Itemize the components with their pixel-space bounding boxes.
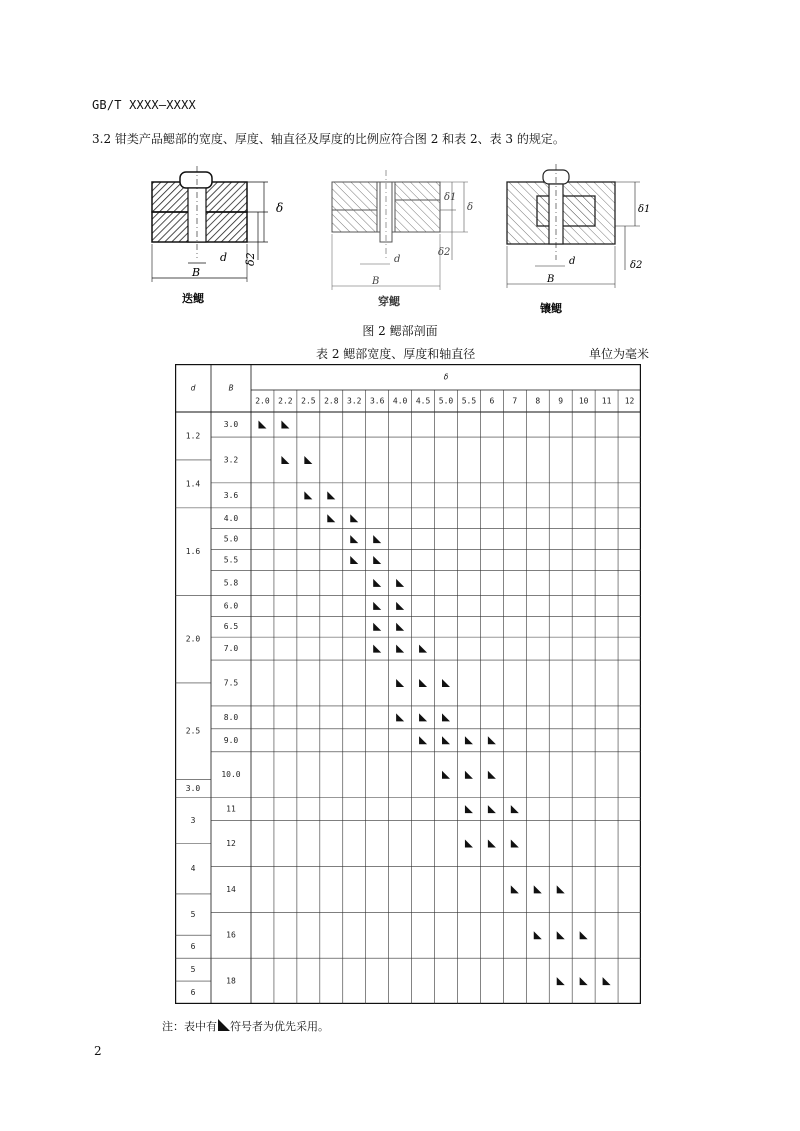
row-B-value: 18 (226, 976, 236, 986)
row-d-value: 2.0 (185, 634, 201, 644)
preferred-mark (557, 977, 565, 985)
preferred-mark (511, 805, 519, 813)
preferred-mark (396, 645, 404, 653)
preferred-mark (580, 931, 588, 939)
dim-delta: δ (276, 201, 284, 215)
dim-B: B (547, 274, 555, 285)
preferred-mark (557, 931, 565, 939)
dim-d: d (394, 254, 401, 265)
header-delta-value: 4.5 (415, 396, 431, 406)
header-delta-value: 8 (535, 396, 541, 406)
row-B-value: 14 (226, 884, 236, 894)
view-label-stacked: 迭鳃 (182, 292, 204, 305)
clause-3-2-text: 3.2 钳类产品鳃部的宽度、厚度、轴直径及厚度的比例应符合图 2 和表 2、表 3 的规定。 (92, 132, 565, 146)
header-delta-value: 3.2 (347, 396, 362, 406)
header-d: d (190, 383, 196, 393)
header-delta-value: 6 (489, 396, 495, 406)
dim-B: B (372, 276, 380, 287)
view-stacked-joint (152, 166, 283, 305)
header-delta-value: 2.2 (278, 396, 293, 406)
preferred-mark (534, 931, 542, 939)
preferred-mark (442, 679, 450, 687)
dim-d: d (569, 256, 576, 267)
header-B: B (228, 383, 234, 393)
preferred-mark (304, 456, 312, 464)
preferred-mark (465, 771, 473, 779)
row-B-value: 8.0 (223, 712, 239, 722)
preferred-mark (465, 736, 473, 744)
table-unit: 单位为毫米 (589, 347, 650, 361)
table-caption: 表 2 鳃部宽度、厚度和轴直径 (316, 347, 476, 361)
row-d-value: 3.0 (185, 783, 201, 793)
header-delta-value: 2.0 (255, 396, 270, 406)
row-B-value: 3.6 (223, 490, 239, 500)
header-delta-value: 9 (558, 396, 564, 406)
note-suffix: 符号者为优先采用。 (230, 1020, 329, 1033)
row-d-value: 1.6 (185, 547, 201, 557)
row-d-value: 1.4 (185, 479, 201, 489)
preferred-mark (488, 736, 496, 744)
header-delta-value: 7 (512, 396, 518, 406)
row-B-value: 12 (226, 838, 236, 848)
preferred-mark (373, 645, 381, 653)
header-delta-value: 2.8 (324, 396, 339, 406)
preferred-mark (281, 421, 289, 429)
preferred-mark (327, 514, 335, 522)
preferred-mark (258, 421, 266, 429)
dim-delta1: δ1 (638, 204, 651, 215)
preferred-mark (442, 736, 450, 744)
preferred-mark (419, 645, 427, 653)
dim-delta2: δ2 (630, 260, 643, 271)
preferred-mark (373, 556, 381, 564)
row-B-value: 6.5 (223, 622, 239, 632)
row-d-value: 5 (190, 965, 196, 975)
preferred-mark (442, 771, 450, 779)
row-B-value: 4.0 (223, 513, 239, 523)
note-prefix: 注：表中有 (162, 1020, 217, 1033)
dim-delta2: δ2 (438, 247, 451, 258)
preferred-mark (327, 491, 335, 499)
preferred-mark (488, 805, 496, 813)
preferred-mark (350, 514, 358, 522)
header-delta-value: 11 (601, 396, 612, 406)
preferred-mark (580, 977, 588, 985)
row-B-value: 9.0 (223, 735, 239, 745)
row-d-value: 2.5 (185, 726, 201, 736)
preferred-mark (373, 535, 381, 543)
page-number: 2 (94, 1044, 102, 1058)
row-B-value: 11 (226, 804, 236, 814)
row-B-value: 3.0 (223, 420, 239, 430)
preferred-mark (281, 456, 289, 464)
dim-delta: δ (467, 202, 474, 213)
row-d-value: 5 (190, 910, 196, 920)
preferred-mark (373, 579, 381, 587)
header-delta-value: 10 (578, 396, 589, 406)
preferred-mark (373, 602, 381, 610)
preferred-mark (396, 602, 404, 610)
row-B-value: 5.5 (223, 555, 239, 565)
view-label-through: 穿鳃 (378, 295, 400, 308)
preferred-mark (396, 579, 404, 587)
dim-delta1: δ1 (444, 192, 457, 203)
header-delta-value: 5.5 (461, 396, 477, 406)
row-B-value: 7.5 (223, 678, 239, 688)
row-B-value: 7.0 (223, 644, 239, 654)
preferred-mark-icon (217, 1019, 230, 1031)
preferred-mark (488, 771, 496, 779)
preferred-mark (511, 885, 519, 893)
dim-B: B (192, 266, 201, 279)
preferred-mark (442, 713, 450, 721)
header-delta: δ (443, 372, 449, 382)
row-B-value: 6.0 (223, 601, 239, 611)
preferred-mark (465, 805, 473, 813)
figure-2-sections (140, 160, 660, 325)
dim-delta2: δ2 (244, 252, 257, 266)
preferred-mark (304, 491, 312, 499)
preferred-mark (350, 535, 358, 543)
preferred-mark (419, 736, 427, 744)
header-delta-value: 2.5 (301, 396, 316, 406)
preferred-mark (373, 623, 381, 631)
figure-caption: 图 2 鳃部剖面 (362, 324, 438, 338)
preferred-mark (465, 839, 473, 847)
row-d-value: 6 (190, 942, 196, 952)
header-delta-value: 12 (624, 396, 635, 406)
preferred-mark (534, 885, 542, 893)
row-B-value: 5.8 (223, 578, 239, 588)
preferred-mark (419, 679, 427, 687)
preferred-mark (511, 839, 519, 847)
row-B-value: 5.0 (223, 534, 239, 544)
table-border (176, 365, 641, 1004)
table-note (162, 1018, 329, 1034)
header-delta-value: 5.0 (438, 396, 454, 406)
view-through-joint (332, 170, 473, 308)
row-d-value: 4 (190, 864, 196, 874)
row-d-value: 6 (190, 988, 196, 998)
header-delta-value: 4.0 (392, 396, 408, 406)
row-d-value: 1.2 (185, 431, 201, 441)
row-B-value: 3.2 (223, 455, 239, 465)
table-2 (175, 364, 641, 1004)
row-B-value: 10.0 (221, 770, 241, 780)
preferred-mark (396, 713, 404, 721)
view-inlay-joint (507, 164, 650, 315)
preferred-mark (350, 556, 358, 564)
preferred-mark (488, 839, 496, 847)
header-delta-value: 3.6 (369, 396, 385, 406)
row-d-value: 3 (190, 816, 196, 826)
preferred-mark (557, 885, 565, 893)
row-B-value: 16 (226, 930, 236, 940)
preferred-mark (396, 623, 404, 631)
preferred-mark (603, 977, 611, 985)
preferred-mark (396, 679, 404, 687)
standard-code: GB/T XXXX—XXXX (92, 98, 196, 112)
preferred-mark (419, 713, 427, 721)
dim-d: d (220, 251, 228, 264)
view-label-inlay: 镶鳃 (540, 302, 562, 315)
